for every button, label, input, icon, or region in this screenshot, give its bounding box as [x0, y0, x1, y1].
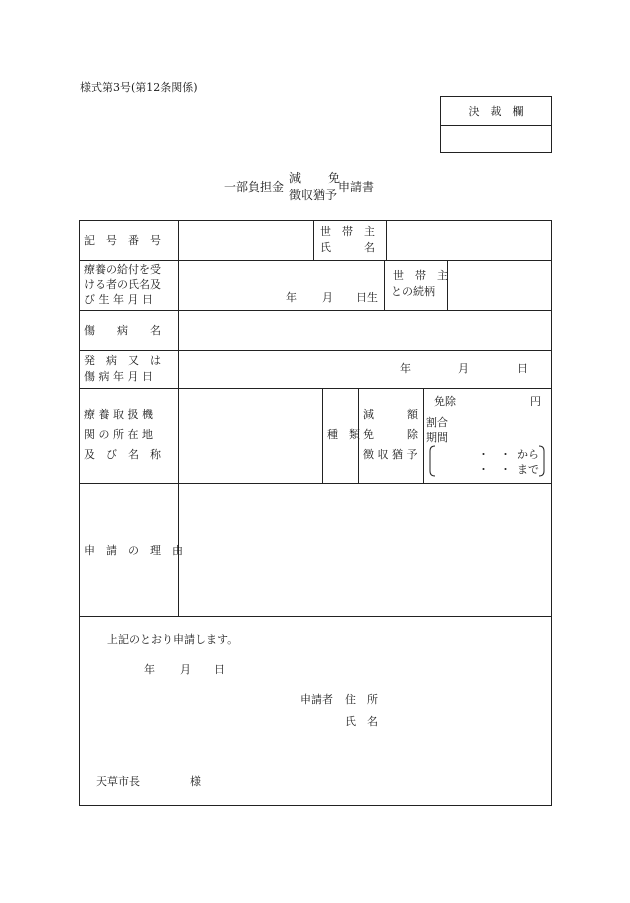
onset-label-1: 発 病 又 は	[84, 354, 161, 367]
cell-divider	[384, 260, 385, 310]
ratio-label: 割合	[426, 416, 448, 429]
applicant-address-field[interactable]	[392, 690, 542, 708]
applicant-address-label: 住 所	[345, 693, 378, 706]
injury-name-field[interactable]	[179, 311, 551, 349]
application-statement: 上記のとおり申請します。	[107, 633, 239, 646]
application-month-label: 月	[180, 663, 191, 676]
period-open-bracket	[428, 445, 436, 477]
cell-divider	[423, 388, 424, 483]
birth-month-label: 月	[322, 291, 333, 304]
symbol-number-label: 記 号 番 号	[84, 234, 161, 247]
recipient-label-3: び 生 年 月 日	[84, 293, 153, 306]
recipient-label-1: 療養の給付を受	[84, 263, 161, 276]
relationship-label-1: 世 帯 主	[393, 269, 448, 282]
birth-year-label: 年	[286, 291, 297, 304]
type-option-reduction[interactable]: 減 額	[363, 408, 418, 421]
approval-box-title: 決 裁 欄	[468, 105, 524, 118]
row-divider	[79, 616, 552, 617]
head-of-household-name-field[interactable]	[387, 221, 551, 259]
period-start-dots: ・ ・	[478, 448, 511, 461]
onset-month-label: 月	[458, 362, 469, 375]
period-close-bracket	[538, 445, 546, 477]
addressee: 天草市長	[96, 775, 140, 788]
exemption-amount-label: 免除	[434, 395, 456, 408]
recipient-name-field[interactable]	[179, 261, 383, 309]
cell-divider	[322, 388, 323, 483]
onset-date-field[interactable]	[179, 351, 551, 387]
form-number: 様式第3号(第12条関係)	[80, 81, 198, 94]
relationship-label-2: との続柄	[391, 285, 435, 298]
reason-field[interactable]	[179, 484, 551, 615]
cell-divider	[313, 220, 314, 260]
type-label: 種 類	[327, 428, 360, 441]
yen-label: 円	[530, 395, 541, 408]
application-day-label: 日	[214, 663, 225, 676]
approval-signature-area[interactable]	[441, 126, 551, 152]
head-of-household-label-2: 氏 名	[320, 241, 375, 254]
institution-label-3: 及 び 名 称	[84, 448, 161, 461]
title-deferral: 徴収猶予	[289, 188, 338, 202]
period-until-label: まで	[517, 463, 539, 476]
onset-label-2: 傷 病 年 月 日	[84, 370, 153, 383]
recipient-label-2: ける者の氏名及	[84, 278, 161, 291]
period-label: 期間	[426, 431, 448, 444]
symbol-number-field[interactable]	[179, 221, 312, 259]
institution-label-1: 療 養 取 扱 機	[84, 408, 153, 421]
head-of-household-label-1: 世 帯 主	[320, 225, 375, 238]
title-exemption: 免	[328, 171, 341, 185]
applicant-name-label: 氏 名	[345, 715, 378, 728]
type-option-exemption[interactable]: 免 除	[363, 428, 418, 441]
onset-year-label: 年	[400, 362, 411, 375]
institution-field[interactable]	[179, 389, 321, 482]
applicant-label: 申請者	[300, 693, 333, 706]
application-year-label: 年	[144, 663, 155, 676]
honorific: 様	[190, 775, 201, 788]
injury-name-label: 傷 病 名	[84, 324, 161, 337]
institution-label-2: 関 の 所 在 地	[84, 428, 153, 441]
title-suffix: 申請書	[338, 180, 375, 194]
birth-day-label: 日生	[356, 291, 378, 304]
type-option-deferral[interactable]: 徴 収 猶 予	[363, 448, 418, 461]
title-prefix: 一部負担金	[224, 180, 285, 194]
reason-label: 申 請 の 理 由	[84, 544, 183, 557]
onset-day-label: 日	[517, 362, 528, 375]
title-reduction: 減	[289, 171, 302, 185]
period-from-label: から	[517, 448, 539, 461]
relationship-field[interactable]	[448, 261, 551, 309]
applicant-name-field[interactable]	[392, 712, 542, 730]
period-end-dots: ・ ・	[478, 463, 511, 476]
